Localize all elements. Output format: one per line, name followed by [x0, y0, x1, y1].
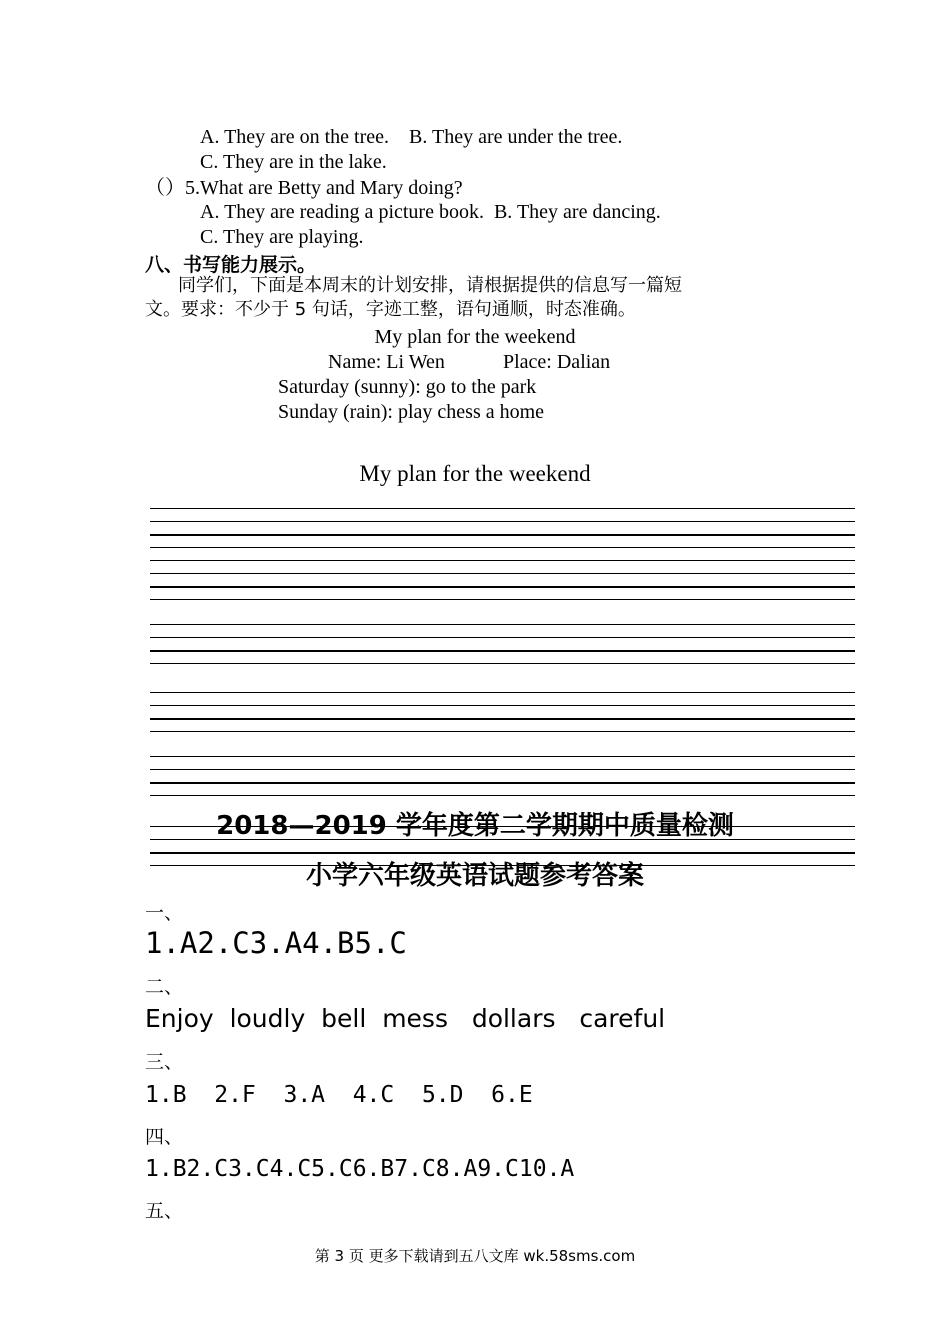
answer-section-1: 1.A2.C3.A4.B5.C — [145, 926, 407, 960]
writing-line — [150, 718, 855, 720]
info-title: My plan for the weekend — [374, 326, 576, 348]
answer-section-2-label: 二、 — [145, 976, 184, 998]
writing-line — [150, 756, 855, 757]
q4-option-a: A. They are on the tree. — [200, 126, 389, 148]
writing-line — [150, 663, 855, 664]
answer-section-1-label: 一、 — [145, 902, 184, 924]
writing-line — [150, 573, 855, 574]
writing-line — [150, 534, 855, 536]
section8-heading: 八、书写能力展示。 — [145, 254, 317, 276]
q5-option-a: A. They are reading a picture book. — [200, 201, 484, 223]
section8-instruction-line1: 同学们，下面是本周末的计划安排，请根据提供的信息写一篇短 — [178, 275, 682, 296]
writing-line — [150, 769, 855, 770]
section8-instruction-line2: 文。要求：不少于 5 句话，字迹工整，语句通顺，时态准确。 — [145, 299, 636, 320]
writing-line — [150, 705, 855, 706]
q5-answer-bracket: （） — [145, 175, 185, 199]
q5-options-ab — [200, 200, 661, 224]
writing-title: My plan for the weekend — [359, 461, 591, 486]
writing-line — [150, 586, 855, 588]
writing-line — [150, 782, 855, 784]
writing-line — [150, 599, 855, 600]
answer-section-4-label: 四、 — [145, 1126, 184, 1148]
answer-section-4: 1.B2.C3.C4.C5.C6.B7.C8.A9.C10.A — [145, 1156, 575, 1182]
writing-line — [150, 560, 855, 561]
writing-line — [150, 795, 855, 796]
q5-option-b: B. They are dancing. — [493, 201, 661, 223]
answer-title-1: 2018—2019 学年度第二学期期中质量检测 — [216, 811, 734, 841]
writing-line — [150, 852, 855, 854]
q5-stem — [145, 175, 463, 200]
writing-line — [150, 547, 855, 548]
answer-section-3-label: 三、 — [145, 1051, 184, 1073]
info-sunday: Sunday (rain): play chess a home — [278, 401, 545, 423]
q5-text: 5.What are Betty and Mary doing? — [185, 177, 463, 199]
answer-section-3: 1.B 2.F 3.A 4.C 5.D 6.E — [145, 1082, 533, 1108]
answer-section-2: Enjoy loudly bell mess dollars careful — [145, 1004, 666, 1033]
writing-line — [150, 637, 855, 638]
writing-line — [150, 731, 855, 732]
writing-line — [150, 624, 855, 625]
page-footer: 第 3 页 更多下载请到五八文库 wk.58sms.com — [314, 1247, 636, 1265]
writing-line — [150, 508, 855, 509]
answer-section-5-label: 五、 — [145, 1200, 184, 1222]
info-place: Place: Dalian — [503, 351, 611, 373]
writing-line — [150, 650, 855, 652]
writing-line — [150, 692, 855, 693]
q4-option-b: B. They are under the tree. — [409, 126, 623, 148]
info-name: Name: Li Wen — [328, 351, 445, 373]
q4-options-ab — [200, 125, 622, 149]
answer-title-2: 小学六年级英语试题参考答案 — [305, 861, 644, 891]
writing-line — [150, 521, 855, 522]
info-saturday: Saturday (sunny): go to the park — [278, 376, 537, 398]
q5-option-c: C. They are playing. — [200, 226, 364, 248]
q4-option-c: C. They are in the lake. — [200, 151, 387, 173]
